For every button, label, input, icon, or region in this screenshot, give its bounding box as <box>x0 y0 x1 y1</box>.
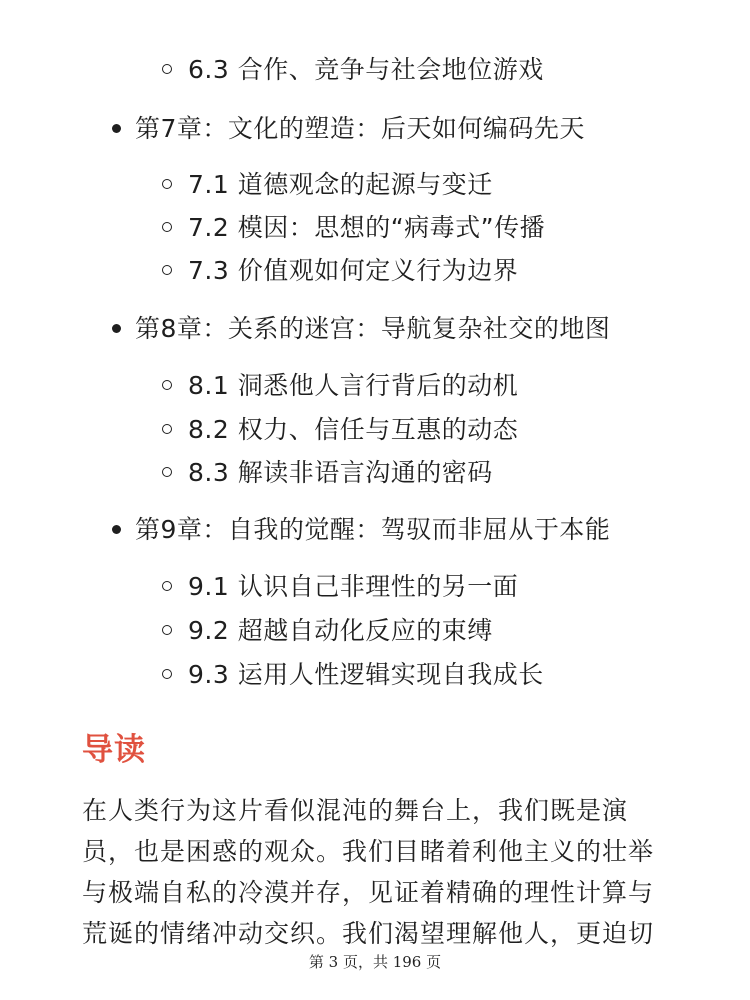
toc-item-text: 9.3 运用人性逻辑实现自我成长 <box>188 660 544 689</box>
paragraph-line: 在人类行为这片看似混沌的舞台上，我们既是演 <box>82 796 629 825</box>
intro-heading: 导读 <box>82 732 146 768</box>
toc-section-item <box>162 413 518 447</box>
hollow-bullet-icon <box>162 467 172 477</box>
filled-bullet-icon <box>112 124 121 133</box>
toc-item-text: 8.1 洞悉他人言行背后的动机 <box>188 371 519 400</box>
paragraph-line: 荒诞的情绪冲动交织。我们渴望理解他人，更迫切 <box>82 919 655 948</box>
toc-item-text: 8.3 解读非语言沟通的密码 <box>188 458 493 487</box>
hollow-bullet-icon <box>162 424 172 434</box>
toc-section-item <box>162 211 545 245</box>
toc-section-item <box>162 456 493 490</box>
hollow-bullet-icon <box>162 222 172 232</box>
filled-bullet-icon <box>112 324 121 333</box>
toc-section-item <box>162 369 518 403</box>
toc-chapter-item <box>112 513 610 547</box>
toc-item-text: 7.3 价值观如何定义行为边界 <box>188 256 519 285</box>
toc-item-text: 第8章：关系的迷宫：导航复杂社交的地图 <box>135 314 611 343</box>
hollow-bullet-icon <box>162 669 172 679</box>
hollow-bullet-icon <box>162 64 172 74</box>
paragraph-line: 与极端自私的冷漠并存，见证着精确的理性计算与 <box>82 878 655 907</box>
paragraph-line: 员，也是困惑的观众。我们目睹着利他主义的壮举 <box>82 837 655 866</box>
page-footer: 第 3 页，共 196 页 <box>308 953 442 971</box>
toc-chapter-item <box>112 312 610 346</box>
toc-section-item <box>162 53 544 87</box>
toc-section-item <box>162 570 518 604</box>
toc-item-text: 7.2 模因：思想的“病毒式”传播 <box>188 213 546 242</box>
toc-item-text: 6.3 合作、竞争与社会地位游戏 <box>188 55 544 84</box>
toc-section-item <box>162 168 493 202</box>
toc-item-text: 第7章：文化的塑造：后天如何编码先天 <box>135 114 585 143</box>
hollow-bullet-icon <box>162 625 172 635</box>
hollow-bullet-icon <box>162 179 172 189</box>
hollow-bullet-icon <box>162 265 172 275</box>
toc-item-text: 8.2 权力、信任与互惠的动态 <box>188 415 519 444</box>
toc-chapter-item <box>112 112 585 146</box>
intro-paragraph <box>82 790 674 954</box>
toc-section-item <box>162 614 493 648</box>
hollow-bullet-icon <box>162 581 172 591</box>
hollow-bullet-icon <box>162 380 172 390</box>
toc-item-text: 第9章：自我的觉醒：驾驭而非屈从于本能 <box>135 515 611 544</box>
toc-section-item <box>162 254 518 288</box>
toc-item-text: 9.1 认识自己非理性的另一面 <box>188 572 519 601</box>
toc-item-text: 7.1 道德观念的起源与变迁 <box>188 170 493 199</box>
filled-bullet-icon <box>112 525 121 534</box>
toc-section-item <box>162 658 544 692</box>
toc-item-text: 9.2 超越自动化反应的束缚 <box>188 616 493 645</box>
